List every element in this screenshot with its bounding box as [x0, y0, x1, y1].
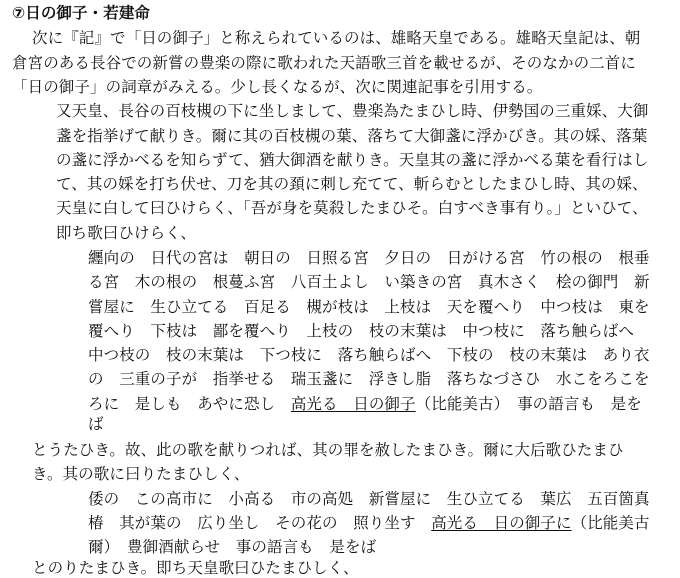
quote-line-2: 盞を指挙げて献りき。爾に其の百枝槻の葉、落ちて大御盞に浮かびき。其の婇、落葉 — [56, 127, 648, 145]
quote-line-5: 天皇に白して曰ひけらく、「吾が身を莫殺したまひそ。白すべき事有り。」といひて、 — [56, 199, 648, 217]
song2-line-3: 爾） 豊御酒献らせ 事の語言も 是をば — [88, 538, 377, 556]
quote-line-1: 又天皇、長谷の百枝槻の下に坐しまして、豊楽為たまひし時、伊勢国の三重婇、大御 — [56, 102, 649, 120]
song1-line-4: 覆へり 下枝は 鄙を覆へり 上枝の 枝の末葉は 中つ枝に 落ち触らばへ — [88, 322, 635, 340]
song1-line-7-post: （比能美古） 事の語言も 是を — [415, 395, 642, 413]
song1-line-6: の 三重の子が 指挙せる 瑞玉盞に 浮きし脂 落ちなづさひ 水こをろこを — [88, 370, 650, 388]
song1-line-2: る宮 木の根の 根蔓ふ宮 八百土よし い築きの宮 真木さく 桧の御門 新 — [88, 273, 650, 291]
song2-line-2-pre: 椿 其が葉の 広り坐し その花の 照り坐す — [88, 514, 432, 532]
intro-line-2: 倉宮のある長谷での新嘗の豊楽の際に歌われた天語歌三首を載せるが、そのなかの二首に — [12, 54, 637, 72]
song1-line-8: ば — [88, 415, 104, 433]
mid-line-1: とうたひき。故、此の歌を献りつれば、其の罪を赦したまひき。爾に大后歌ひたまひ — [32, 441, 624, 459]
intro-line-1: 次に『記』で「日の御子」と称えられているのは、雄略天皇である。雄略天皇記は、朝 — [32, 29, 641, 47]
last-line: とのりたまひき。即ち天皇歌曰ひたまひしく、 — [32, 559, 359, 577]
section-heading: ⑦日の御子・若建命 — [12, 4, 151, 22]
underlined-hi-no-miko-1: 高光る 日の御子 — [290, 395, 416, 413]
quote-line-3: の盞に浮かべるを知らずて、猶大御酒を献りき。天皇其の盞に浮かべる葉を看行はし — [56, 151, 649, 169]
song1-line-7 — [88, 394, 642, 414]
song1-line-5: 中つ枝の 枝の末葉は 下つ枝に 落ち触らばへ 下枝の 枝の末葉は あり衣 — [88, 346, 650, 364]
quote-line-4: て、其の婇を打ち伏せ、刀を其の頚に刺し充てて、斬らむとしたまひし時、其の婇、 — [56, 175, 648, 193]
song2-line-2-post: （比能美古 — [571, 514, 650, 532]
song1-line-1: 纒向の 日代の宮は 朝日の 日照る宮 夕日の 日がける宮 竹の根の 根垂 — [88, 249, 650, 267]
song2-line-2 — [88, 513, 650, 533]
song1-line-3: 嘗屋に 生ひ立てる 百足る 槻が枝は 上枝は 天を覆へり 中つ枝は 東を — [88, 298, 650, 316]
quote-line-6: 即ち歌曰ひけらく、 — [56, 224, 197, 242]
mid-line-2: き。其の歌に曰りたまひしく、 — [32, 465, 250, 483]
intro-line-3: 「日の御子」の詞章がみえる。少し長くなるが、次に関連記事を引用する。 — [12, 78, 543, 96]
underlined-hi-no-miko-2: 高光る 日の御子に — [431, 514, 572, 532]
song2-line-1: 倭の この高市に 小高る 市の高処 新嘗屋に 生ひ立てる 葉広 五百箇真 — [88, 490, 650, 508]
song1-line-7-pre: ろに 是しも あやに恐し — [88, 395, 291, 413]
